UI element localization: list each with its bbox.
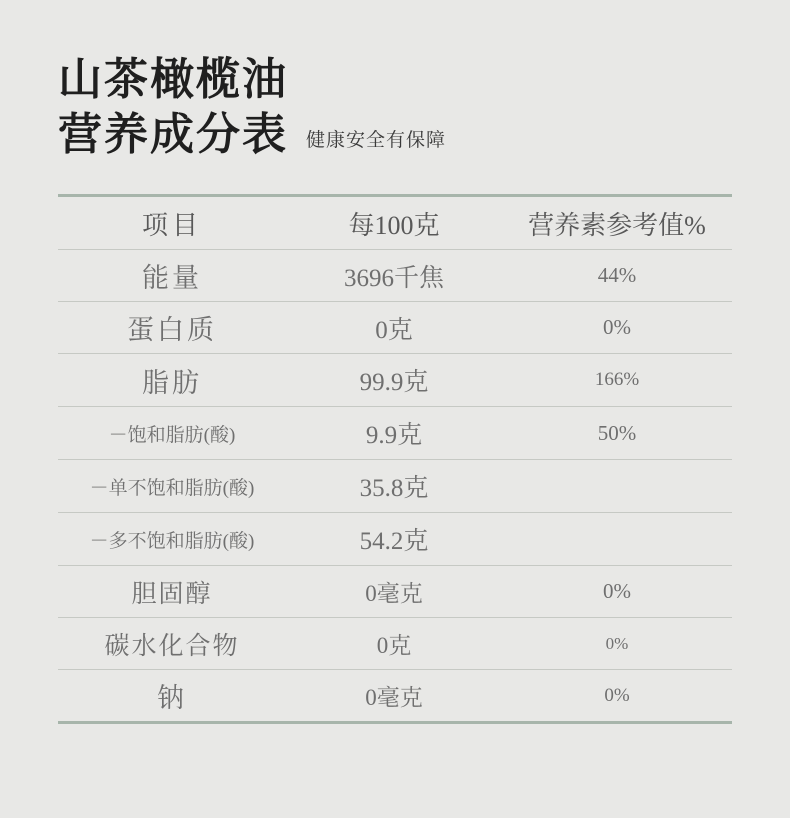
row-label-energy: 能量: [58, 250, 286, 302]
column-header-nrv: 营养素参考值%: [502, 197, 732, 250]
row-label-sodium: 钠: [157, 683, 187, 713]
table-row: [58, 407, 732, 460]
row-value-polyunsaturated-fat: 54.2克: [286, 513, 502, 566]
row-nrv-monounsaturated-fat: [502, 460, 732, 513]
row-nrv-carbohydrate: 0%: [502, 618, 732, 670]
row-nrv-energy: 44%: [502, 250, 732, 302]
row-label-polyunsaturated-fat: －多不饱和脂肪(酸): [58, 513, 286, 566]
row-label-carbohydrate: 碳水化合物: [58, 618, 286, 670]
nutrition-table: [58, 197, 732, 721]
table-row: [58, 618, 732, 670]
row-label-monounsaturated-fat: －单不饱和脂肪(酸): [58, 460, 286, 513]
row-value-carbohydrate: 0克: [286, 618, 502, 670]
table-header-row: [58, 197, 732, 250]
table-row: [58, 513, 732, 566]
row-label-protein: 蛋白质: [58, 302, 286, 354]
row-value-fat: 99.9克: [286, 354, 502, 407]
table-row: [58, 250, 732, 302]
page-header: [0, 0, 790, 162]
row-label-saturated-fat: －饱和脂肪(酸): [58, 407, 286, 460]
row-value-monounsaturated-fat: 35.8克: [286, 460, 502, 513]
row-value-protein: 0克: [286, 302, 502, 354]
nutrition-table-wrapper: [58, 194, 732, 724]
table-row: [58, 460, 732, 513]
page-title-secondary: 营养成分表: [58, 110, 288, 159]
table-row: [58, 670, 732, 722]
row-value-cholesterol: 0毫克: [286, 566, 502, 618]
row-nrv-cholesterol: 0%: [502, 566, 732, 618]
row-nrv-fat: 166%: [502, 354, 732, 407]
page-title-row: [58, 107, 790, 162]
page-subtitle: 健康安全有保障: [306, 130, 447, 151]
row-nrv-saturated-fat: 50%: [502, 407, 732, 460]
row-nrv-protein: 0%: [502, 302, 732, 354]
table-bottom-rule: [58, 721, 732, 724]
row-nrv-polyunsaturated-fat: [502, 513, 732, 566]
row-value-sodium: 0毫克: [365, 685, 423, 710]
page-title-primary: 山茶橄榄油: [58, 55, 288, 104]
table-row: [58, 566, 732, 618]
column-header-per100g: 每100克: [286, 197, 502, 250]
row-value-energy: 3696千焦: [286, 250, 502, 302]
row-value-saturated-fat: 9.9克: [286, 407, 502, 460]
row-nrv-sodium: 0%: [604, 684, 630, 706]
row-label-fat: 脂肪: [58, 354, 286, 407]
table-row: [58, 302, 732, 354]
table-row: [58, 354, 732, 407]
column-header-item: 项目: [58, 197, 286, 250]
row-label-cholesterol: 胆固醇: [58, 566, 286, 618]
